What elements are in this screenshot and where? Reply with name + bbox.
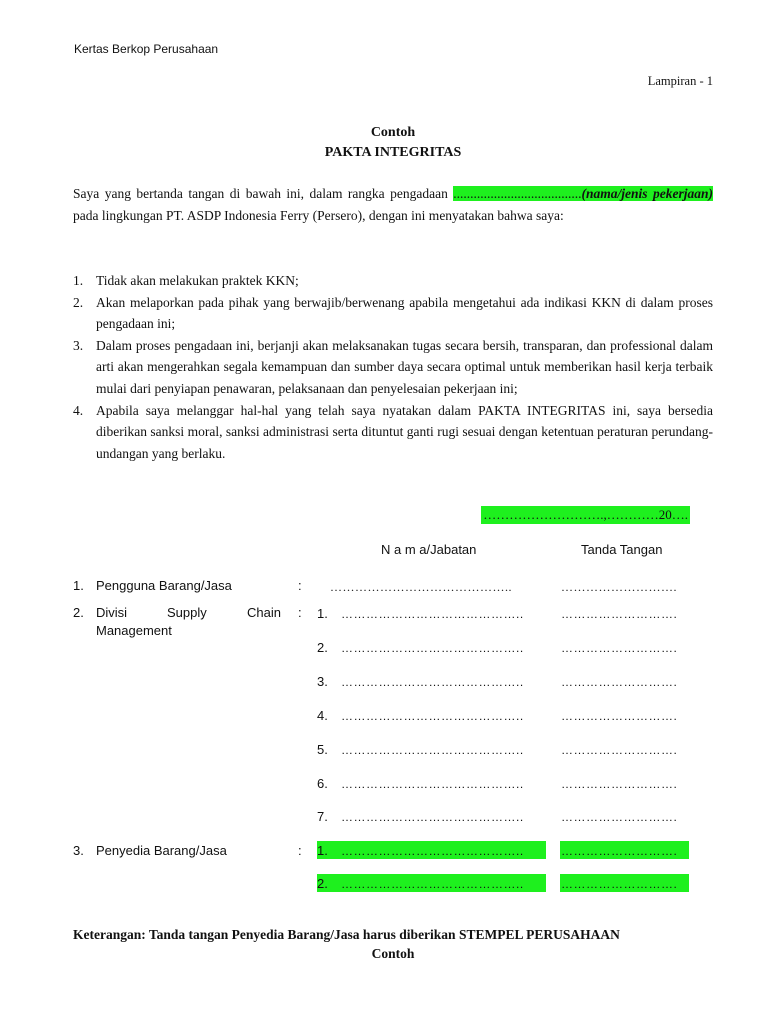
list-item-text: Dalam proses pengadaan ini, berjanji akan melaksanakan tugas secara bersih, transparan, dan professional dalam arti akan mengerahkan segala kemampuan dan sumber daya secara optimal untuk memberikan hasil kerja terbaik mulai dari penyiapan penawaran, pelaksanaan dan penyelesaian pekerjaan ini; xyxy=(96,337,713,396)
list-item xyxy=(73,292,713,335)
signature-row-number: 4. xyxy=(317,708,328,723)
header-name-position: N a m a/Jabatan xyxy=(381,542,477,557)
signature-row xyxy=(317,640,697,658)
signature-row-number: 3. xyxy=(317,674,328,689)
footer-contoh: Contoh xyxy=(371,946,415,961)
name-dots: …………………………………….. xyxy=(341,844,524,858)
name-dots: …………………………………….. xyxy=(341,709,524,723)
signature-row xyxy=(317,742,697,760)
signature-row xyxy=(317,809,697,827)
intro-text-before: Saya yang bertanda tangan di bawah ini, dalam rangka pengadaan xyxy=(73,186,454,201)
name-dots: …………………………………….. xyxy=(330,580,512,594)
signature-row-number: 5. xyxy=(317,742,328,757)
row-label-penyedia: Penyedia Barang/Jasa xyxy=(96,843,227,858)
intro-blank-dots: ...................................... xyxy=(453,186,582,201)
signature-row-number: 7. xyxy=(317,809,328,824)
list-item xyxy=(73,270,713,292)
intro-blank-field xyxy=(453,186,713,201)
signature-row xyxy=(317,606,697,624)
header-signature: Tanda Tangan xyxy=(581,542,663,557)
row-label-divisi-word: Divisi xyxy=(96,605,128,620)
name-dots: …………………………………….. xyxy=(341,641,524,655)
signature-row-number: 2. xyxy=(317,640,328,655)
name-dots: …………………………………….. xyxy=(341,607,524,621)
sign-dots: ………………………. xyxy=(561,777,678,791)
row-number: 1. xyxy=(73,578,84,593)
name-dots: …………………………………….. xyxy=(341,810,524,824)
intro-text-after: pada lingkungan PT. ASDP Indonesia Ferry (Persero), dengan ini menyatakan bahwa saya: xyxy=(73,207,564,223)
row-number: 3. xyxy=(73,843,84,858)
list-item xyxy=(73,400,713,465)
name-dots: …………………………………….. xyxy=(341,675,524,689)
sign-dots: ………………………. xyxy=(561,675,678,689)
intro-placeholder: (nama/jenis pekerjaan) xyxy=(581,186,713,201)
signature-row xyxy=(317,674,697,692)
signature-row xyxy=(317,776,697,794)
list-item-number: 3. xyxy=(73,337,84,353)
name-dots: …………………………………….. xyxy=(341,777,524,791)
signature-row-number: 2. xyxy=(317,876,328,891)
row-colon: : xyxy=(298,843,302,858)
sign-dots: ………………………. xyxy=(561,607,678,621)
signature-row-number: 1. xyxy=(317,843,328,858)
signature-row-number: 1. xyxy=(317,606,328,621)
row-label-divisi-word: Chain xyxy=(247,605,281,620)
signature-row-highlighted xyxy=(317,841,697,859)
list-item-number: 2. xyxy=(73,294,84,310)
name-dots: …………………………………….. xyxy=(341,877,524,891)
document-title: PAKTA INTEGRITAS xyxy=(324,145,462,160)
attachment-label: Lampiran - 1 xyxy=(647,74,713,88)
list-item-number: 1. xyxy=(73,273,84,288)
sign-dots: ………………………. xyxy=(561,641,678,655)
row-colon: : xyxy=(298,605,302,620)
sign-dots: ………………………. xyxy=(561,844,678,858)
row-label-pengguna: Pengguna Barang/Jasa xyxy=(96,578,232,593)
sign-dots: ………………………. xyxy=(561,877,678,891)
date-line-field: ……………………….,…………20…. xyxy=(483,507,688,522)
list-item-text: Tidak akan melakukan praktek KKN; xyxy=(96,273,299,288)
sign-dots: ………………………. xyxy=(561,709,678,723)
row-number: 2. xyxy=(73,605,84,620)
list-item-text: Akan melaporkan pada pihak yang berwajib/berwenang apabila mengetahui ada indikasi KKN di dalam proses pengadaan ini; xyxy=(96,294,713,332)
sign-dots: ………………………. xyxy=(561,580,677,594)
row-label-divisi-word: Supply xyxy=(167,605,207,620)
row-colon: : xyxy=(298,578,302,593)
name-dots: …………………………………….. xyxy=(341,743,524,757)
list-item-text: Apabila saya melanggar hal-hal yang telah saya nyatakan dalam PAKTA INTEGRITAS ini, saya bersedia diberikan sanksi moral, sanksi administrasi serta dituntut ganti rugi sesuai dengan ketentuan peraturan perundang-undangan yang berlaku. xyxy=(96,402,713,461)
list-item-number: 4. xyxy=(73,402,84,418)
title-contoh: Contoh xyxy=(370,125,416,140)
signature-row-number: 6. xyxy=(317,776,328,791)
list-item xyxy=(73,335,713,400)
sign-dots: ………………………. xyxy=(561,810,678,824)
sign-dots: ………………………. xyxy=(561,743,678,757)
intro-paragraph xyxy=(73,183,713,226)
statement-list xyxy=(73,270,713,464)
note-keterangan: Keterangan: Tanda tangan Penyedia Barang/Jasa harus diberikan STEMPEL PERUSAHAAN xyxy=(73,927,620,942)
letterhead-label: Kertas Berkop Perusahaan xyxy=(74,42,219,56)
signature-row xyxy=(317,708,697,726)
row-label-divisi-management: Management xyxy=(96,623,172,638)
signature-row-highlighted xyxy=(317,874,697,892)
